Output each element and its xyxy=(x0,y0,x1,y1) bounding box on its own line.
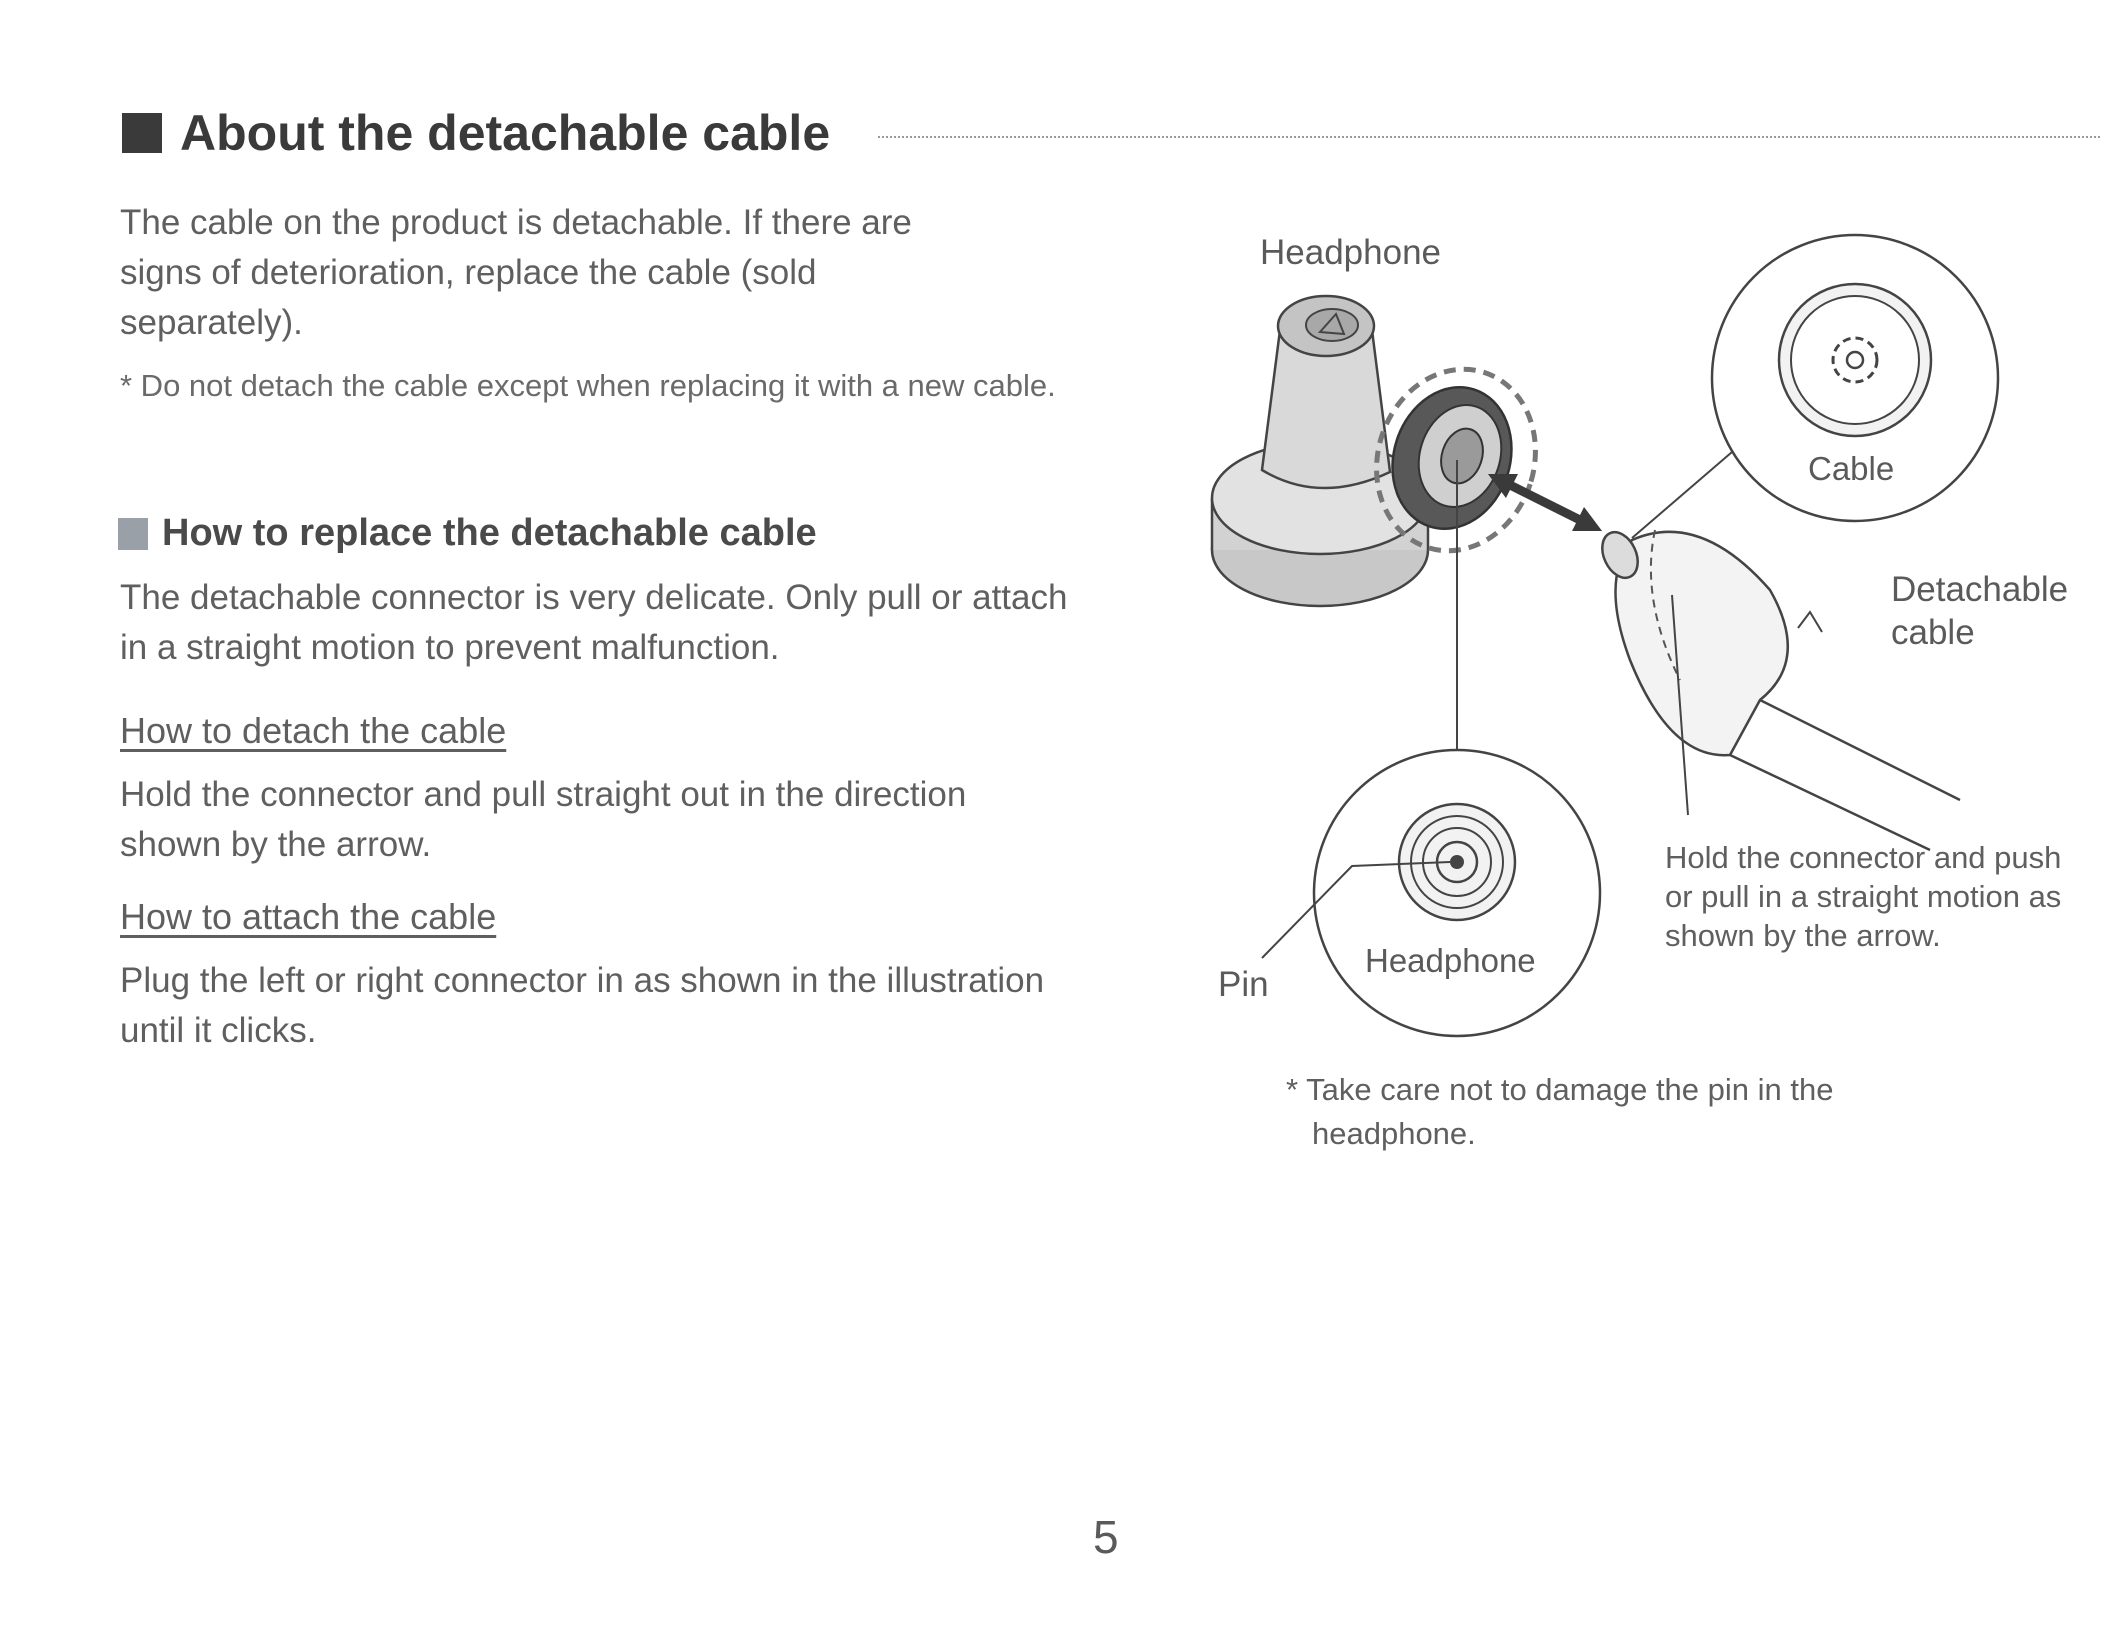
subsection-intro: The detachable connector is very delicate. Only pull or attach in a straight motion to prevent malfunction. xyxy=(120,578,1068,667)
label-detachable-cable: Detachable cable xyxy=(1891,570,2069,652)
cable-illustration xyxy=(1180,220,2113,1120)
subheading-square-icon xyxy=(118,518,148,550)
section-title: About the detachable cable xyxy=(180,105,831,161)
attach-heading: How to attach the cable xyxy=(120,896,497,937)
subsection-heading xyxy=(118,512,817,555)
page-number: 5 xyxy=(1093,1511,1119,1563)
figure-instruction: Hold the connector and push or pull in a straight motion as shown by the arrow. xyxy=(1665,840,2062,953)
section-heading xyxy=(122,104,830,162)
label-cable: Cable xyxy=(1808,450,1895,487)
detach-text: Hold the connector and pull straight out in the direction shown by the arrow. xyxy=(120,775,967,864)
headphone-body xyxy=(1212,296,1559,606)
attach-text: Plug the left or right connector in as shown in the illustration until it clicks. xyxy=(120,961,1045,1050)
heading-divider xyxy=(878,136,2100,138)
subsection-title: How to replace the detachable cable xyxy=(162,512,817,554)
section-intro: The cable on the product is detachable. If there are signs of deterioration, replace the cable (sold separately). xyxy=(120,203,912,342)
label-pin: Pin xyxy=(1218,965,1269,1004)
label-headphone-bottom: Headphone xyxy=(1365,942,1536,979)
direction-arrow-icon xyxy=(1500,480,1590,525)
heading-square-icon xyxy=(122,113,162,153)
detach-heading: How to detach the cable xyxy=(120,710,507,751)
logo-icon xyxy=(1306,309,1358,341)
pin-socket-icon xyxy=(1399,804,1515,920)
figure-note: * Take care not to damage the pin in the headphone. xyxy=(1286,1072,1834,1151)
label-headphone-top: Headphone xyxy=(1260,233,1441,272)
section-note: * Do not detach the cable except when replacing it with a new cable. xyxy=(120,368,1056,403)
